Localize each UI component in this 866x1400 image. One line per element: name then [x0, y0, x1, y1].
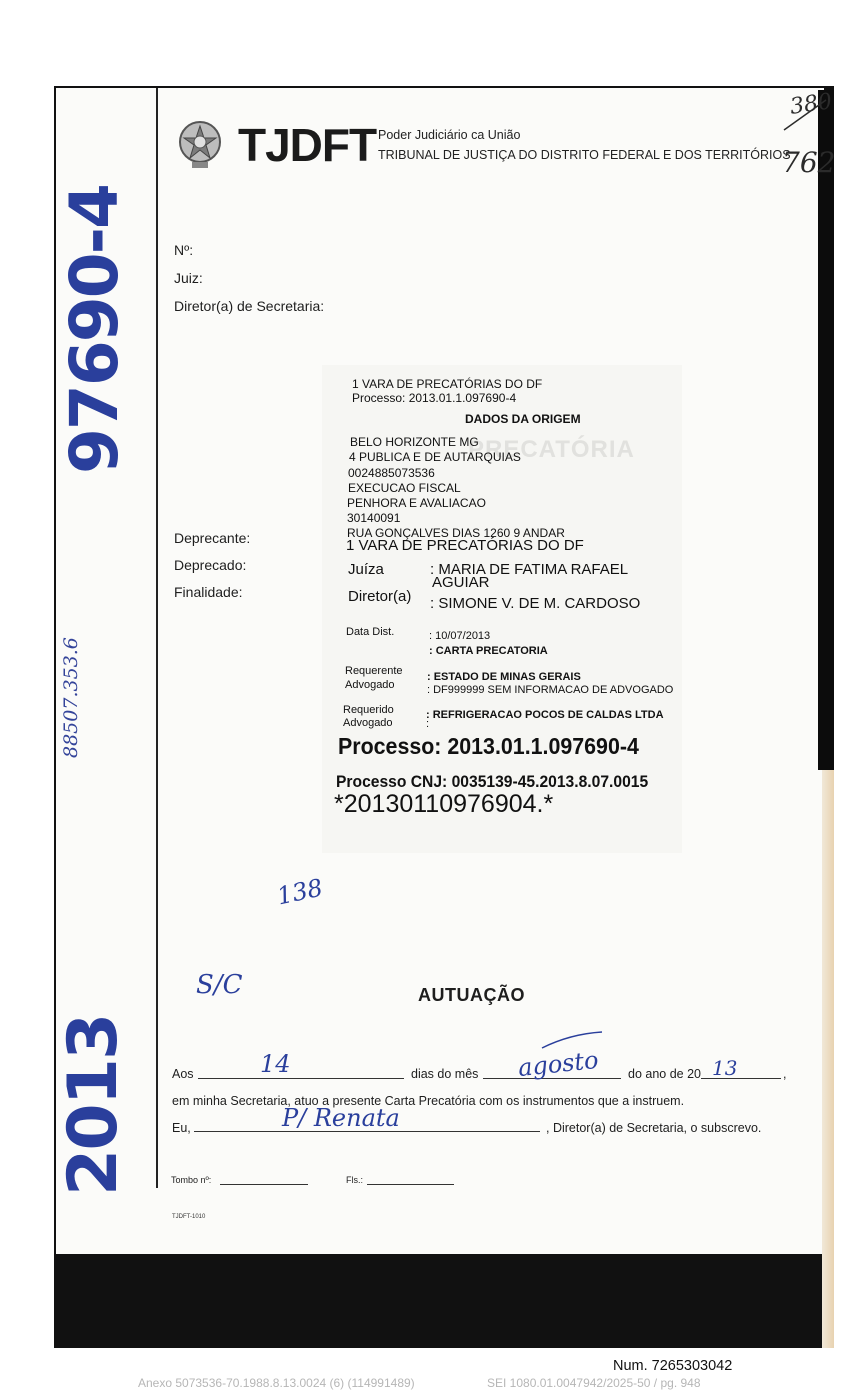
stamp-diretor-label: Diretor(a)	[348, 588, 412, 605]
handwritten-ano: 13	[712, 1056, 738, 1080]
stamp-data-dist-label: Data Dist.	[346, 626, 395, 638]
label-finalidade: Finalidade:	[174, 584, 243, 600]
handwritten-assinatura: P/ Renata	[282, 1104, 400, 1132]
autuacao-line2: em minha Secretaria, atuo a presente Carta Precatória com os instrumentos que a instruem.	[172, 1094, 685, 1108]
label-deprecante: Deprecante:	[174, 530, 251, 546]
stamp-juiza-label: Juíza	[348, 561, 384, 578]
stamp-data-dist-value: : 10/07/2013	[429, 630, 491, 642]
stamp-origem-line: PENHORA E AVALIACAO	[347, 496, 486, 510]
autuacao-aos: Aos	[172, 1067, 194, 1081]
stamp-advogado2-value: :	[426, 718, 430, 730]
stamp-origem-line: BELO HORIZONTE MG	[350, 435, 479, 449]
stamp-juiza-value-cont: AGUIAR	[432, 574, 490, 591]
handwritten-mes: agosto	[516, 1045, 600, 1083]
form-code: TJDFT-1010	[172, 1214, 206, 1220]
blank-fls	[367, 1184, 454, 1185]
stamp-barcode-text: *20130110976904.*	[334, 790, 554, 818]
brasao-emblem-icon	[176, 118, 224, 170]
handwritten-page-new: 762	[782, 146, 836, 179]
handwritten-page-old: 380	[788, 89, 834, 120]
footer-sei: SEI 1080.01.0047942/2025-50 / pg. 948	[487, 1376, 701, 1390]
stamp-classe-value: : CARTA PRECATORIA	[429, 645, 548, 657]
folder-edge	[822, 770, 834, 1348]
stamp-watermark: PRECATÓRIA	[468, 436, 635, 463]
fls-label: Fls.:	[346, 1175, 363, 1185]
label-numero: Nº:	[174, 242, 194, 258]
tombo-label: Tombo nº:	[171, 1175, 212, 1185]
handwritten-dia: 14	[260, 1050, 291, 1078]
autuacao-dias-mes: dias do mês	[411, 1067, 479, 1081]
label-diretor: Diretor(a) de Secretaria:	[174, 298, 325, 314]
label-deprecado: Deprecado:	[174, 557, 247, 573]
handwritten-margin-number: 97690-4	[56, 185, 133, 474]
blank-dia	[198, 1078, 404, 1079]
stamp-juiza-value: : MARIA DE FATIMA RAFAEL	[430, 561, 629, 578]
autuacao-diretor-sub: , Diretor(a) de Secretaria, o subscrevo.	[546, 1121, 762, 1135]
blank-tombo	[220, 1184, 308, 1185]
stamp-requerente-label: Requerente	[345, 665, 403, 677]
stamp-origem-line: RUA GONÇALVES DIAS 1260 9 ANDAR	[347, 526, 565, 540]
stamp-advogado1-label: Advogado	[345, 679, 395, 691]
stamp-requerido-value: : REFRIGERACAO POCOS DE CALDAS LTDA	[426, 709, 664, 721]
scan-edge-shadow	[818, 90, 834, 770]
stamp-processo-short: Processo: 2013.01.1.097690-4	[352, 391, 517, 405]
autuacao-eu: Eu,	[172, 1121, 191, 1135]
footer-num: Num. 7265303042	[613, 1358, 733, 1374]
stamp-advogado1-value: : DF999999 SEM INFORMACAO DE ADVOGADO	[427, 684, 674, 696]
stamp-origem-line: 0024885073536	[348, 466, 435, 480]
stamp-origem-line: 4 PUBLICA E DE AUTARQUIAS	[349, 450, 521, 464]
tjdft-logo: TJDFT	[238, 119, 377, 171]
stamp-processo-big: Processo: 2013.01.1.097690-4	[338, 733, 639, 759]
stamp-origem-line: EXECUCAO FISCAL	[348, 481, 461, 495]
header-tribunal: TRIBUNAL DE JUSTIÇA DO DISTRITO FEDERAL E DOS TERRITÓRIOS	[378, 148, 791, 162]
autuacao-ano: do ano de 20	[628, 1067, 701, 1081]
autuacao-title: AUTUAÇÃO	[418, 985, 525, 1005]
stamp-vara: 1 VARA DE PRECATÓRIAS DO DF	[352, 377, 543, 391]
stamp-advogado2-label: Advogado	[343, 717, 393, 729]
stamp-dados-origem: DADOS DA ORIGEM	[465, 412, 581, 426]
stamp-diretor-value: : SIMONE V. DE M. CARDOSO	[430, 595, 641, 612]
handwritten-flourish-icon	[540, 1030, 604, 1050]
strike-mark-icon	[782, 96, 828, 136]
handwritten-sc: S/C	[196, 970, 243, 1000]
stamp-vara-big: 1 VARA DE PRECATÓRIAS DO DF	[346, 537, 584, 554]
stamp-origem-line: 30140091	[347, 511, 401, 525]
handwritten-138: 138	[274, 873, 326, 911]
handwritten-margin-year: 2013	[54, 1014, 133, 1196]
handwritten-margin-small: 88507.353.6	[60, 637, 82, 758]
footer-anexo: Anexo 5073536-70.1988.8.13.0024 (6) (114991489)	[138, 1376, 415, 1390]
label-juiz: Juiz:	[174, 270, 203, 286]
autuacao-comma: ,	[783, 1067, 787, 1081]
stamp-processo-cnj: Processo CNJ: 0035139-45.2013.8.07.0015	[336, 772, 649, 791]
stamp-requerente-value: : ESTADO DE MINAS GERAIS	[427, 671, 581, 683]
header-poder-judiciario: Poder Judiciário ca União	[378, 128, 521, 142]
stamp-requerido-label: Requerido	[343, 704, 394, 716]
